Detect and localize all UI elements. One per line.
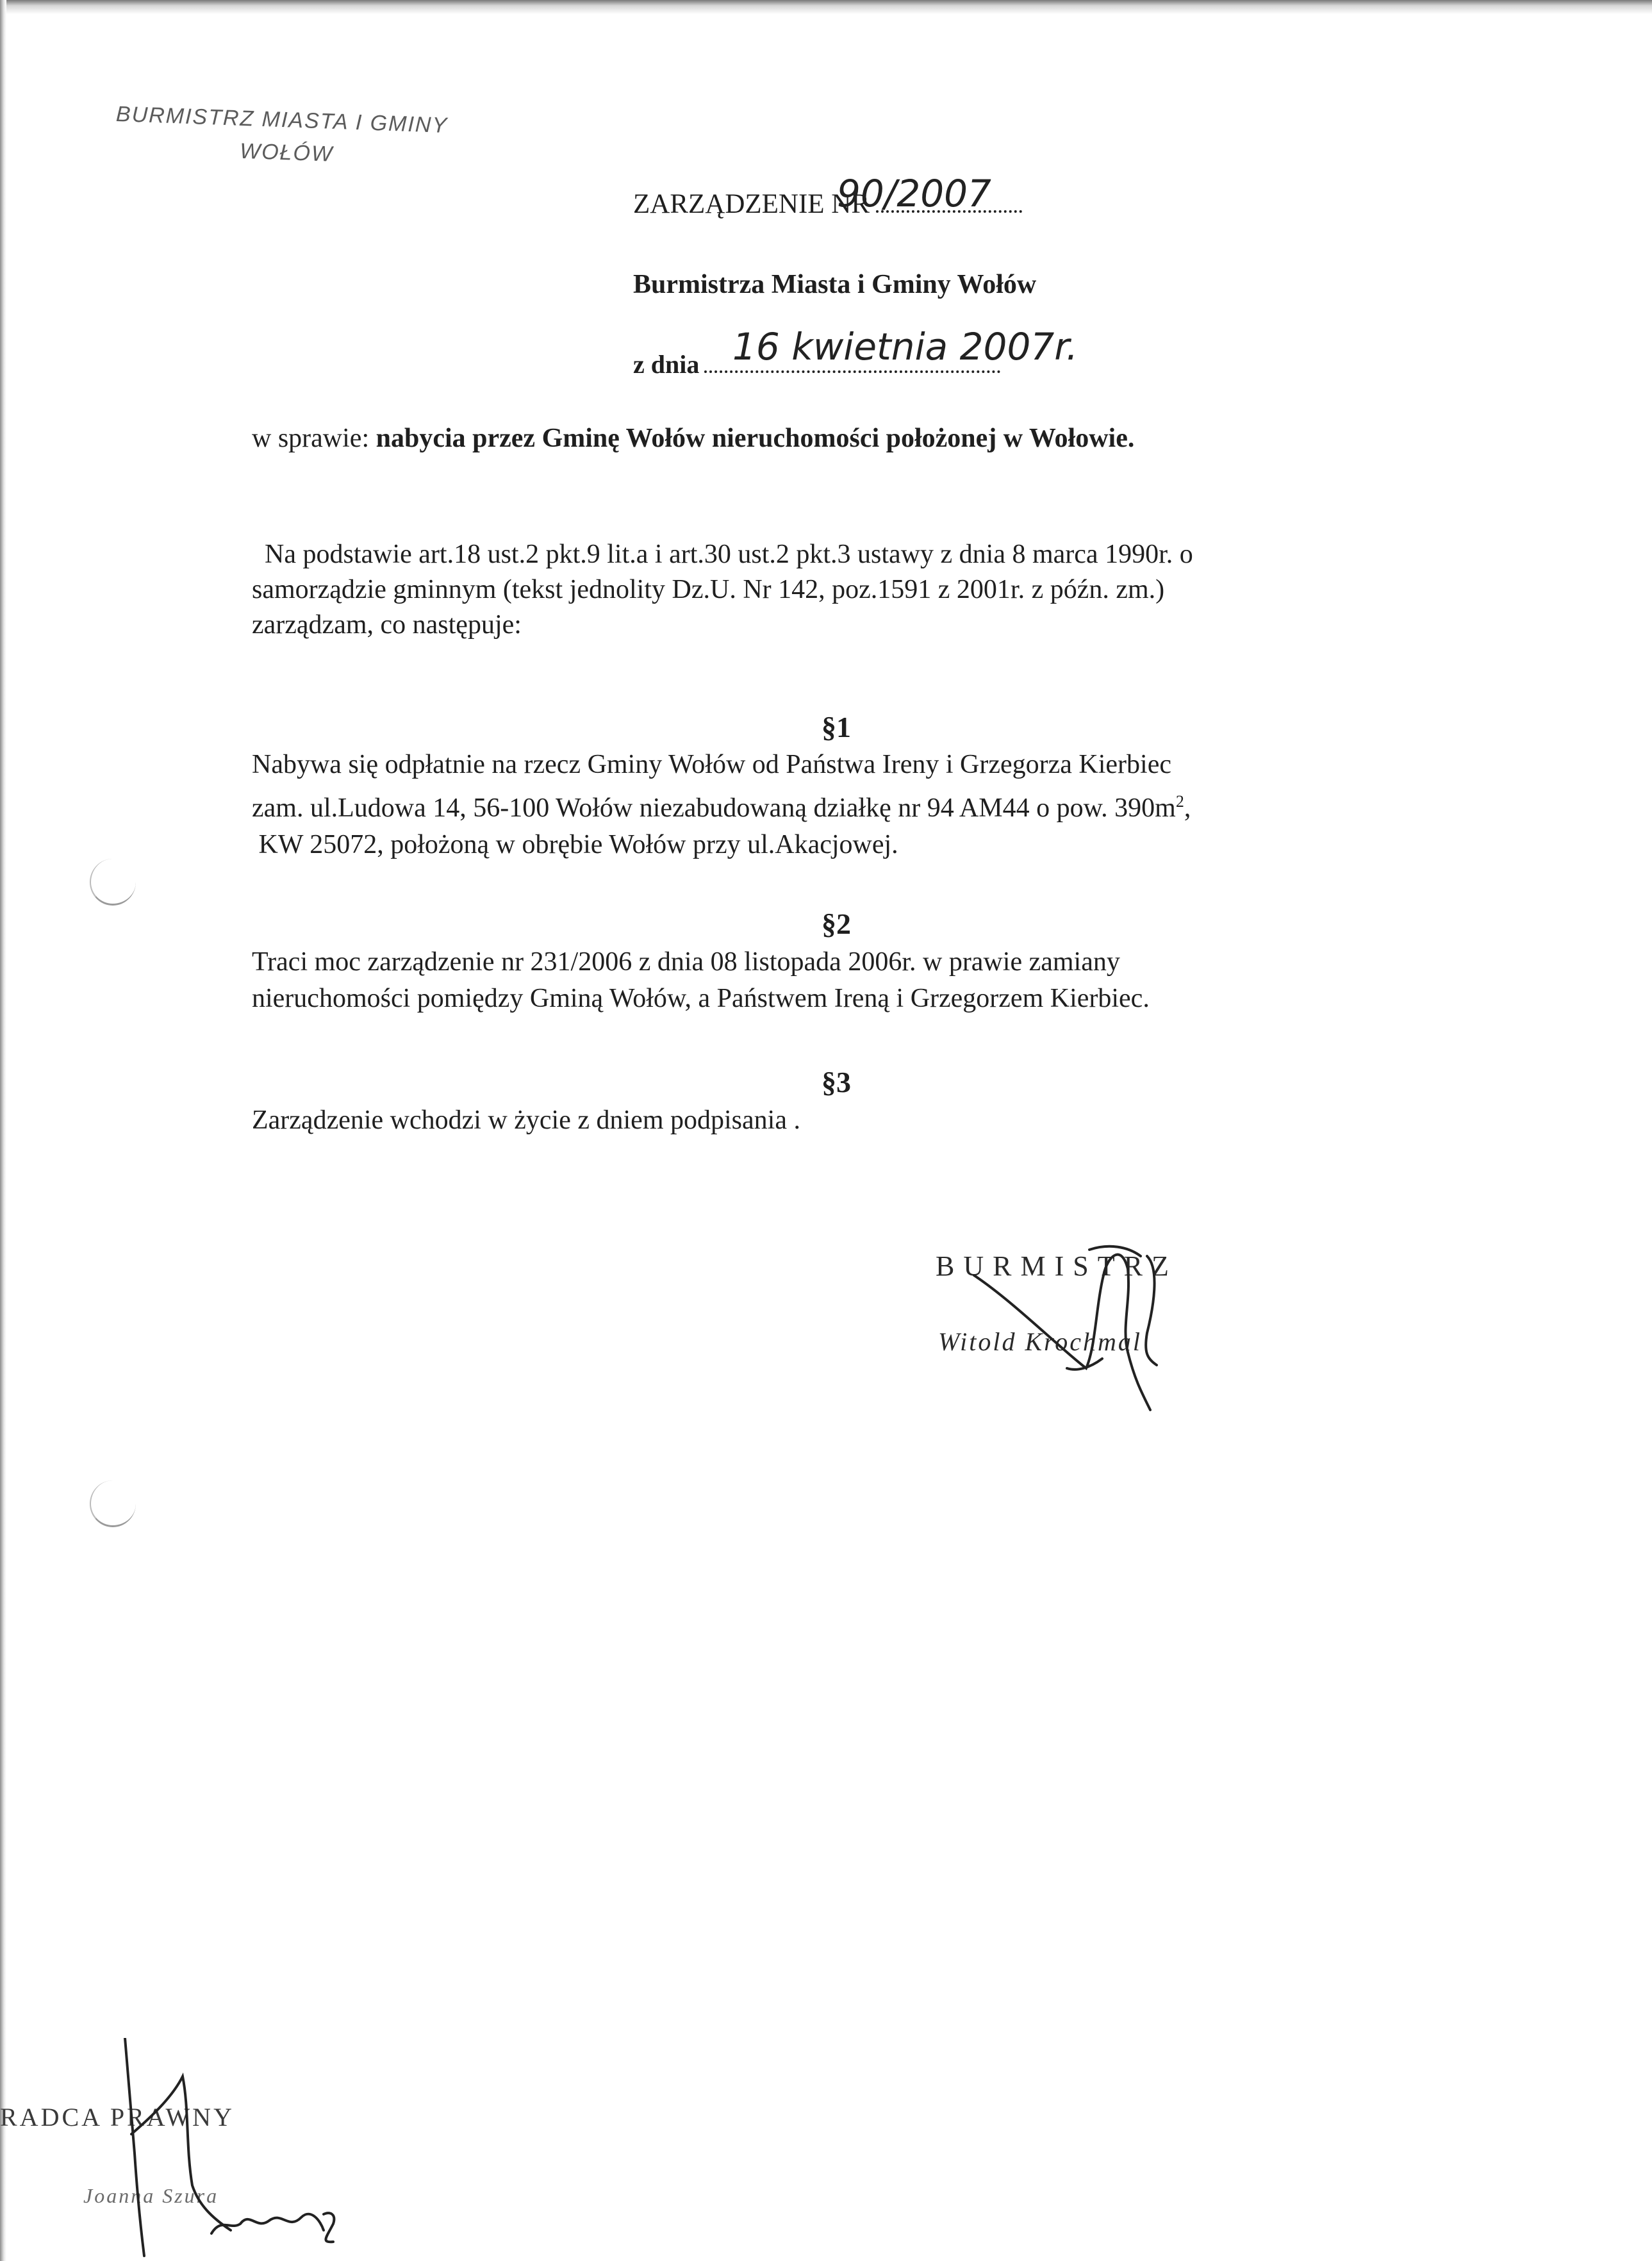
section-1-body — [252, 747, 1425, 863]
title-line — [633, 172, 1402, 237]
legal-basis — [252, 537, 1418, 643]
header-stamp-line1: BURMISTRZ MIASTA I GMINY — [115, 101, 449, 138]
mayor-stamp-title: BURMISTRZ — [936, 1250, 1178, 1282]
legal-handwritten-signature — [0, 2038, 449, 2261]
section-3-line1: Zarządzenie wchodzi w życie z dniem podpisania . — [252, 1106, 800, 1135]
legal-counsel-stamp — [0, 2038, 449, 2261]
scan-edge-top — [0, 0, 1652, 14]
section-1-line2-comma: , — [1184, 793, 1191, 823]
section-1-line2 — [252, 783, 1425, 827]
title-prefix: ZARZĄDZENIE NR — [633, 189, 870, 219]
subject-text: nabycia przez Gminę Wołów nieruchomości położonej w Wołowie. — [376, 424, 1135, 453]
title-number-handwritten: 90/2007 — [837, 172, 991, 215]
subject-line — [252, 423, 1134, 454]
section-3-sign: §3 — [822, 1066, 851, 1098]
punch-hole-lower — [90, 1480, 136, 1527]
date-handwritten: 16 kwietnia 2007r. — [732, 325, 1078, 369]
section-2-line2: nieruchomości pomiędzy Gminą Wołów, a Państwem Ireną i Grzegorzem Kierbiec. — [252, 984, 1150, 1013]
section-1-line1: Nabywa się odpłatnie na rzecz Gminy Wołów od Państwa Ireny i Grzegorza Kierbiec — [252, 750, 1171, 779]
mayor-stamp-name: Witold Krochmal — [938, 1327, 1142, 1356]
section-1-area-superscript: 2 — [1175, 792, 1184, 811]
document-title — [633, 172, 1402, 237]
section-1-line2-text: zam. ul.Ludowa 14, 56-100 Wołów niezabudowaną działkę nr 94 AM44 o pow. 390m — [252, 793, 1176, 823]
section-1-line3: KW 25072, położoną w obrębie Wołów przy ul.Akacjowej. — [252, 830, 898, 859]
legal-basis-line3: zarządzam, co następuje: — [252, 610, 522, 640]
punch-hole-upper — [90, 859, 136, 906]
mayor-handwritten-signature — [936, 1230, 1294, 1436]
section-3-body — [252, 1102, 1425, 1139]
legal-stamp-title: RADCA PRAWNY — [0, 2103, 235, 2132]
section-1-sign: §1 — [822, 711, 851, 743]
scan-edge-left — [0, 0, 6, 2261]
section-2-line1: Traci moc zarządzenie nr 231/2006 z dnia 08 listopada 2006r. w prawie zamiany — [252, 947, 1120, 977]
legal-basis-line1: Na podstawie art.18 ust.2 pkt.9 lit.a i art.30 ust.2 pkt.3 ustawy z dnia 8 marca 1990r. o — [265, 540, 1193, 569]
legal-basis-line2: samorządzie gminnym (tekst jednolity Dz.U. Nr 142, poz.1591 z 2001r. z późn. zm.) — [252, 575, 1165, 604]
mayor-signature-stamp — [936, 1230, 1294, 1436]
issuer: Burmistrza Miasta i Gminy Wołów — [633, 270, 1037, 299]
section-2-body — [252, 944, 1425, 1017]
date-line — [633, 325, 1078, 379]
date-prefix: z dnia — [633, 350, 700, 379]
subject-label: w sprawie: — [252, 424, 370, 453]
legal-stamp-name: Joanna Szura — [83, 2184, 219, 2207]
section-2-sign: §2 — [822, 907, 851, 940]
header-stamp — [115, 102, 449, 171]
header-stamp-line2: WOŁÓW — [239, 138, 334, 167]
